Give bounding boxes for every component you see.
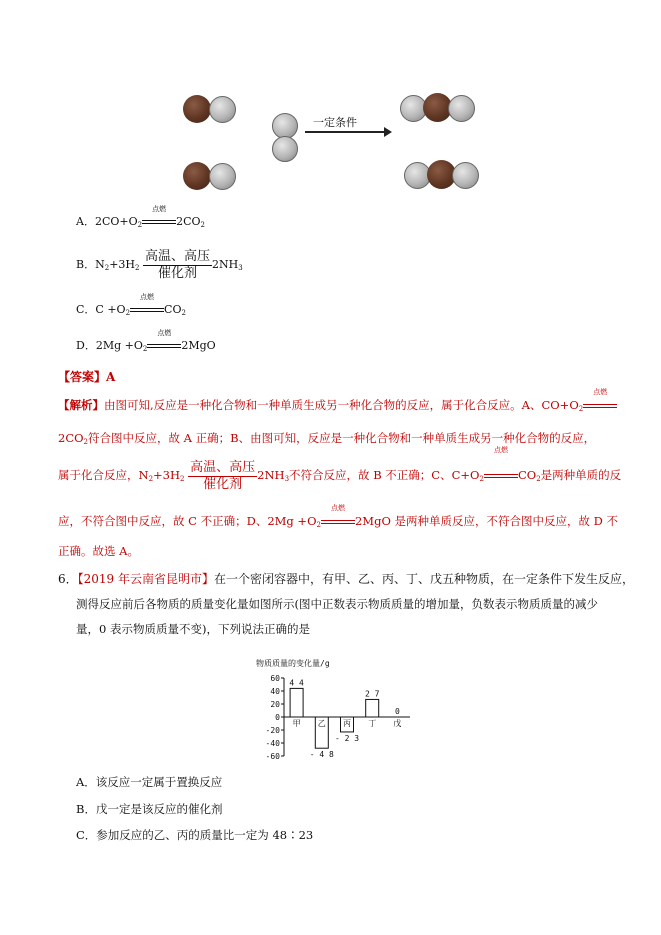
question-6-line-2: 测得反应前后各物质的质量变化量如图所示(图中正数表示物质质量的增加量，负数表示物质质量的减少 <box>76 597 598 611</box>
q6-option-a: A．该反应一定属于置换反应 <box>76 775 223 789</box>
answer: 【答案】A <box>58 370 116 384</box>
oxygen-atom <box>209 96 236 123</box>
question-6-line-1: 6．【2019 年云南省昆明市】在一个密闭容器中，有甲、乙、丙、丁、戊五种物质，在一定条件下发生反应， <box>58 572 635 586</box>
value-label: 0 <box>394 707 400 716</box>
arrow-head-icon <box>384 127 392 137</box>
option-c: C．$C +O_2$ 点燃 $CO_2$ <box>76 293 186 317</box>
value-label: 2 7 <box>364 689 380 699</box>
y-tick-label: 40 <box>270 687 280 696</box>
option-d: D．$2Mg +O_2$ 点燃 2MgO <box>76 329 216 353</box>
value-label: 4 4 <box>289 678 304 688</box>
reaction-condition: $\frac{\text{高温、高压}}{\text{催化剂}}$ <box>190 459 256 492</box>
oxygen-atom <box>448 95 475 122</box>
oxygen-atom <box>452 162 479 189</box>
chart-axes <box>266 674 410 761</box>
y-tick-label: 60 <box>270 674 280 683</box>
chart-title: 物质质量的变化量/g <box>256 659 330 668</box>
carbon-atom <box>183 95 211 123</box>
category-label: 丙 <box>343 719 351 728</box>
oxygen-atom <box>209 163 236 190</box>
y-tick-label: -40 <box>265 739 280 748</box>
question-6-line-3: 量，0 表示物质质量不变)，下列说法正确的是 <box>76 622 310 636</box>
reaction-arrow <box>305 131 387 133</box>
q6-option-b: B．戊一定是该反应的催化剂 <box>76 802 223 816</box>
analysis-line-4: 应，不符合图中反应，故 C 不正确；D、$2Mg +O_2$ 点燃 2MgO 是两种单质反应，不符合图中反应，故 D 不 <box>58 504 619 529</box>
analysis-line-5: 正确。故选 A。 <box>58 544 139 558</box>
q6-option-c: C．参加反应的乙、丙的质量比一定为 48∶23 <box>76 828 314 842</box>
oxygen-atom <box>272 136 298 162</box>
option-a: A．$2CO+O_2$ 点燃 $2CO_2$ <box>76 205 205 229</box>
analysis-line-3: 属于化合反应，$N_2+3H_2$ $\frac{\text{高温、高压}}{\text{催化剂}}$ $2NH_3$不符合反应，故 B 不正确；C、$C+O_2$ 点燃 $CO_2$是两种单质的反 <box>58 446 622 492</box>
category-label: 乙 <box>317 719 326 728</box>
category-label: 甲 <box>292 719 301 728</box>
category-label: 丁 <box>368 719 377 728</box>
mass-change-chart <box>250 656 420 762</box>
y-tick-label: -60 <box>265 752 280 761</box>
y-tick-label: 20 <box>270 700 280 709</box>
analysis-line-2: $2CO_2$符合图中反应，故 A 正确；B、由图可知，反应是一种化合物和一种单质生成另一种化合物的反应， <box>58 431 596 446</box>
analysis-line-1: 【解析】由图可知,反应是一种化合物和一种单质生成另一种化合物的反应，属于化合反应。A、$CO+O_2$ 点燃 <box>58 397 617 417</box>
carbon-atom <box>183 162 211 190</box>
bar-甲 <box>290 688 303 717</box>
category-label: 戊 <box>393 719 402 728</box>
chart-bars <box>289 678 401 759</box>
option-b: B．$N_2+3H_2$ $\frac{\text{高温、高压}}{\text{催化剂}}$ $2NH_3$ <box>76 248 243 281</box>
reaction-condition: $\frac{\text{高温、高压}}{\text{催化剂}}$ <box>144 248 210 281</box>
y-tick-label: -20 <box>265 726 280 735</box>
bar-丁 <box>366 699 379 717</box>
value-label: - 2 3 <box>334 733 360 743</box>
arrow-label: 一定条件 <box>313 116 357 129</box>
value-label: - 4 8 <box>309 750 334 760</box>
y-tick-label: 0 <box>275 713 280 722</box>
